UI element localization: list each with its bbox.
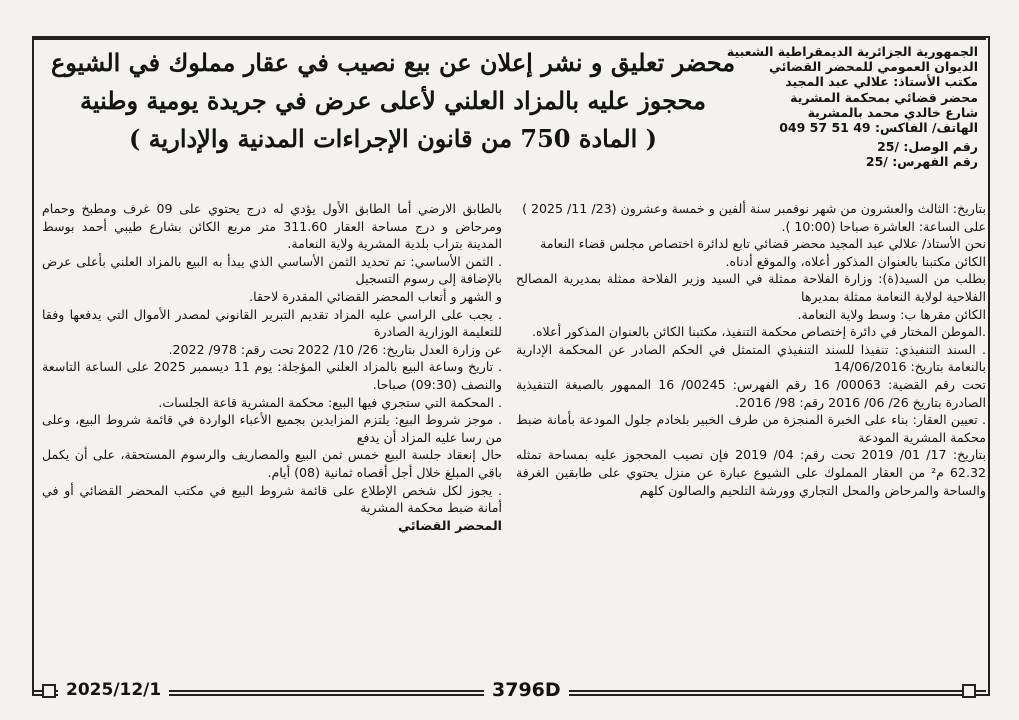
index-number: رقم الفهرس: /25 xyxy=(865,154,978,170)
paragraph: .الموطن المختار في دائرة إختصاص محكمة التنفيذ، مكتبنا الكائن بالعنوان المذكور أعلاه. xyxy=(531,324,986,340)
issuer-line: الهاتف/ الفاكس: 49 51 57 049 xyxy=(779,120,978,136)
paragraph: على الساعة: العاشرة صباحا (10:00 ). xyxy=(781,218,986,234)
body-column-right xyxy=(516,200,986,499)
paragraph: . يجب على الراسي عليه المزاد تقديم التبرير القانوني لمصدر الأموال التي يدفعها وفقا للتعليمة الوزارية الصادرة xyxy=(42,306,502,340)
issuer-line: شارع خالدي محمد بالمشرية xyxy=(807,104,978,120)
issue-date: 2025/12/1 xyxy=(58,678,169,702)
issuer-line: محضر قضائي بمحكمة المشرية xyxy=(790,89,978,105)
paragraph: . يجوز لكل شخص الإطلاع على قائمة شروط البيع في مكتب المحضر القضائي أو في أمانة ضبط محكمة المشرية xyxy=(42,482,502,516)
title-line: ( المادة 750 من قانون الإجراءات المدنية والإدارية ) xyxy=(128,124,658,153)
paragraph: عن وزارة العدل بتاريخ: 26/ 10/ 2022 تحت رقم: 978/ 2022. xyxy=(168,341,502,357)
receipt-number: رقم الوصل: /25 xyxy=(877,139,978,155)
paragraph: . السند التنفيذي: تنفيذا للسند التنفيذي المتمثل في الحكم الصادر عن المحكمة الإدارية بالنعامة بتاريخ: 14/06/2016 xyxy=(516,341,986,375)
issue-code: 3796D xyxy=(484,678,569,702)
paragraph: بطلب من السيد(ة): وزارة الفلاحة ممثلة في السيد وزير الفلاحة ممثلة بمديرية المصالح الفلاحية لولاية النعامة ممثلة بمديرها xyxy=(516,271,986,304)
footer-end-mark xyxy=(962,684,976,698)
paragraph: الكائن مكتبنا بالعنوان المذكور أعلاه، والموقع أدناه. xyxy=(725,253,986,269)
footer-end-mark xyxy=(42,684,56,698)
title-line: محجوز عليه بالمزاد العلني لأعلى عرض في جريدة يومية وطنية xyxy=(80,86,706,115)
paragraph: نحن الأستاذ/ علالي عبد المجيد محضر قضائي تابع لدائرة اختصاص مجلس قضاء النعامة xyxy=(540,236,986,252)
newspaper-page xyxy=(14,14,1004,706)
paragraph: بتاريخ: الثالث والعشرون من شهر نوفمبر سنة ألفين و خمسة وعشرون (23/ 11/ 2025 ) xyxy=(522,201,986,216)
announcement-header xyxy=(42,44,978,212)
paragraph: . المحكمة التي ستجري فيها البيع: محكمة المشرية قاعة الجلسات. xyxy=(158,394,502,410)
issuer-line: الجمهورية الجزائرية الديمقراطية الشعبية xyxy=(726,44,978,59)
paragraph: . الثمن الأساسي: تم تحديد الثمن الأساسي الذي يبدأ به البيع بالمزاد العلني بأعلى عرض بالإضافة إلى رسوم التسجيل xyxy=(42,253,502,287)
issuer-block xyxy=(726,44,978,170)
body-column-left xyxy=(42,200,502,534)
title-line: محضر تعليق و نشر إعلان عن بيع نصيب في عقار مملوك في الشيوع xyxy=(50,48,736,77)
page-footer xyxy=(14,678,1004,704)
issuer-line: مكتب الأستاذ: علالي عبد المجيد xyxy=(785,74,978,90)
issuer-line: الديوان العمومي للمحضر القضائي xyxy=(769,59,978,75)
paragraph: حال إنعقاد جلسة البيع خمس ثمن البيع والمصاريف والرسوم المستحقة، على أن يكمل باقي المبلغ خلال أجل أقصاه ثمانية (08) أيام. xyxy=(42,447,502,480)
paragraph: تحت رقم القضية: 00063/ 16 رقم الفهرس: 00245/ 16 الممهور بالصيغة التنفيذية الصادرة بتاريخ 26/ 06/ 2016 رقم: 98/ 2016. xyxy=(516,376,987,410)
signature: المحضر القضائي xyxy=(398,517,502,533)
paragraph: الكائن مقرها ب: وسط ولاية النعامة. xyxy=(797,306,986,322)
paragraph: بالطابق الارضي أما الطابق الأول يؤدي له درج يحتوي على 09 غرف ومطبخ وحمام ومرحاض و درج مساحة العقار 311.60 متر مربع الكائن بشارع طيبي أحمد بوسط المدينة بتراب بلدية المشرية ولاية النعامة. xyxy=(42,201,502,252)
paragraph: . تعيين العقار: بناء على الخبرة المنجزة من طرف الخبير بلخادم جلول المودعة بأمانة ضبط محكمة المشرية المودعة xyxy=(516,412,986,445)
paragraph: و الشهر و أتعاب المحضر القضائي المقدرة لاحقا. xyxy=(249,288,502,304)
paragraph: بتاريخ: 17/ 01/ 2019 تحت رقم: 04/ 2019 فإن نصيب المحجوز عليه بمساحة تمثله 62.32 م² من العقار المملوك على الشيوع عبارة عن منزل يحتوي على طابقين الغرفة والساحة والمرحاض والمحل التجاري وورشة التلحيم والصالون كلهم xyxy=(516,447,986,498)
reference-numbers xyxy=(748,139,978,169)
paragraph: . تاريخ وساعة البيع بالمزاد العلني المؤجلة: يوم 11 ديسمبر 2025 على الساعة التاسعة والنصف (09:30) صباحا. xyxy=(42,359,502,392)
paragraph: . موجز شروط البيع: يلتزم المزايدين بجميع الأعباء الواردة في قائمة شروط البيع، وعلى من رسا عليه المزاد أن يدفع xyxy=(42,412,502,445)
announcement-title xyxy=(48,44,738,158)
